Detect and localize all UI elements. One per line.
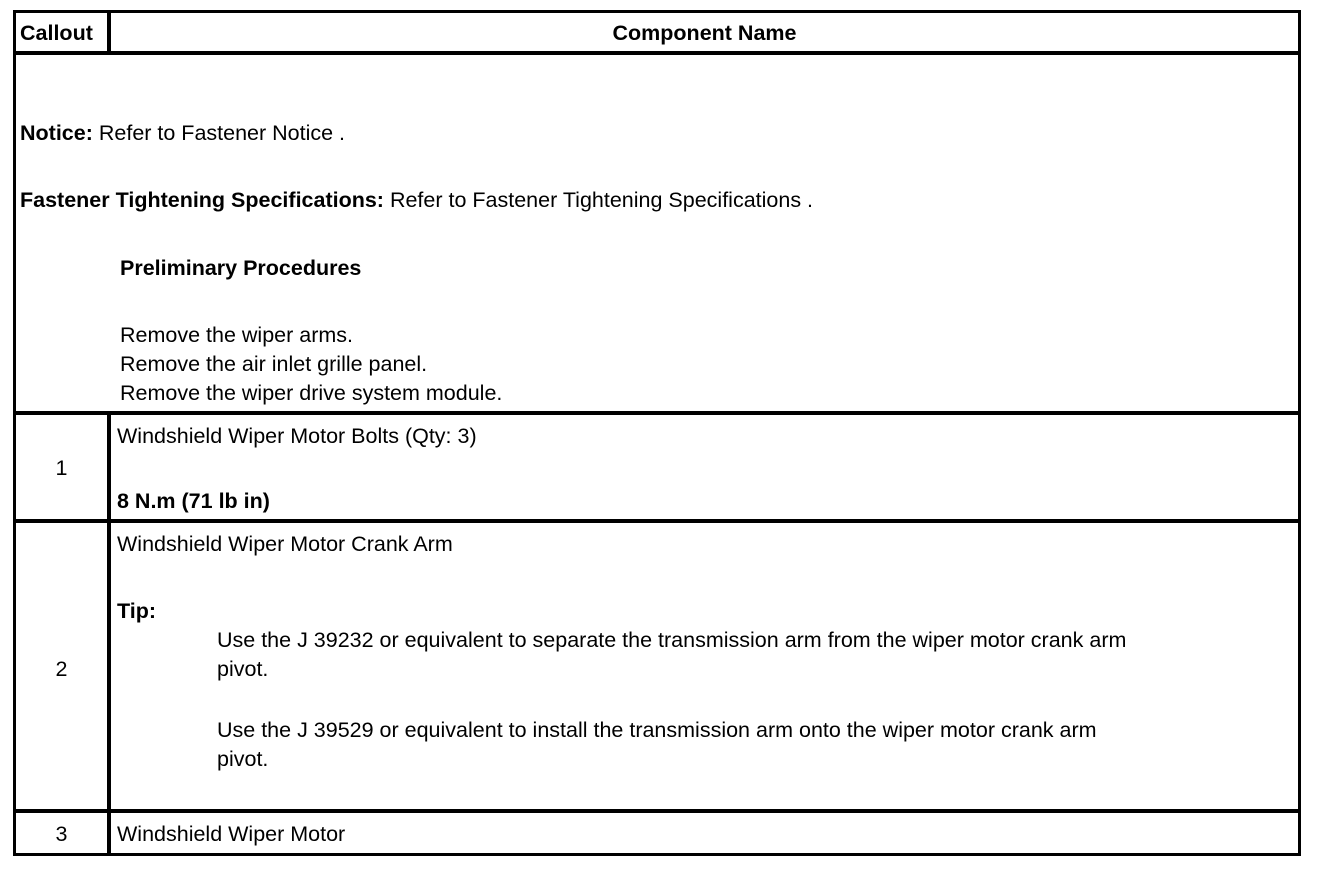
component-name: Windshield Wiper Motor Crank Arm <box>117 532 453 556</box>
divider-header <box>13 51 1301 55</box>
fastener-spec-label: Fastener Tightening Specifications: <box>20 188 384 212</box>
notice-text: Refer to Fastener Notice . <box>98 121 346 145</box>
header-callout: Callout <box>20 21 93 45</box>
preliminary-step: Remove the wiper arms. <box>120 323 353 347</box>
table-border-bottom <box>13 853 1301 856</box>
table-border-top <box>13 10 1301 13</box>
divider-row-2 <box>13 809 1301 813</box>
callout-number: 1 <box>55 456 68 480</box>
callout-number: 3 <box>55 822 68 846</box>
divider-intro <box>13 411 1301 415</box>
preliminary-heading: Preliminary Procedures <box>120 256 362 280</box>
tip-text: Use the J 39232 or equivalent to separate the transmission arm from the wiper motor crank arm <box>217 628 1127 652</box>
component-name: Windshield Wiper Motor Bolts (Qty: 3) <box>117 424 477 448</box>
divider-row-1 <box>13 519 1301 523</box>
table-border-right <box>1298 10 1301 856</box>
component-table <box>13 10 1301 856</box>
header-component-name: Component Name <box>612 21 797 45</box>
preliminary-step: Remove the air inlet grille panel. <box>120 352 428 376</box>
tip-text: pivot. <box>217 657 269 681</box>
fastener-spec-line <box>20 190 813 212</box>
table-border-left <box>13 10 16 856</box>
preliminary-step: Remove the wiper drive system module. <box>120 381 503 405</box>
notice-label: Notice: <box>20 121 93 145</box>
callout-number: 2 <box>55 657 68 681</box>
torque-spec: 8 N.m (71 lb in) <box>117 489 270 513</box>
column-divider-rows <box>107 411 111 856</box>
tip-label: Tip: <box>117 599 157 623</box>
notice-line <box>20 123 345 145</box>
fastener-spec-text: Refer to Fastener Tightening Specifications . <box>389 188 814 212</box>
component-name: Windshield Wiper Motor <box>117 822 346 846</box>
tip-text: Use the J 39529 or equivalent to install the transmission arm onto the wiper motor crank arm <box>217 718 1097 742</box>
tip-text: pivot. <box>217 747 269 771</box>
